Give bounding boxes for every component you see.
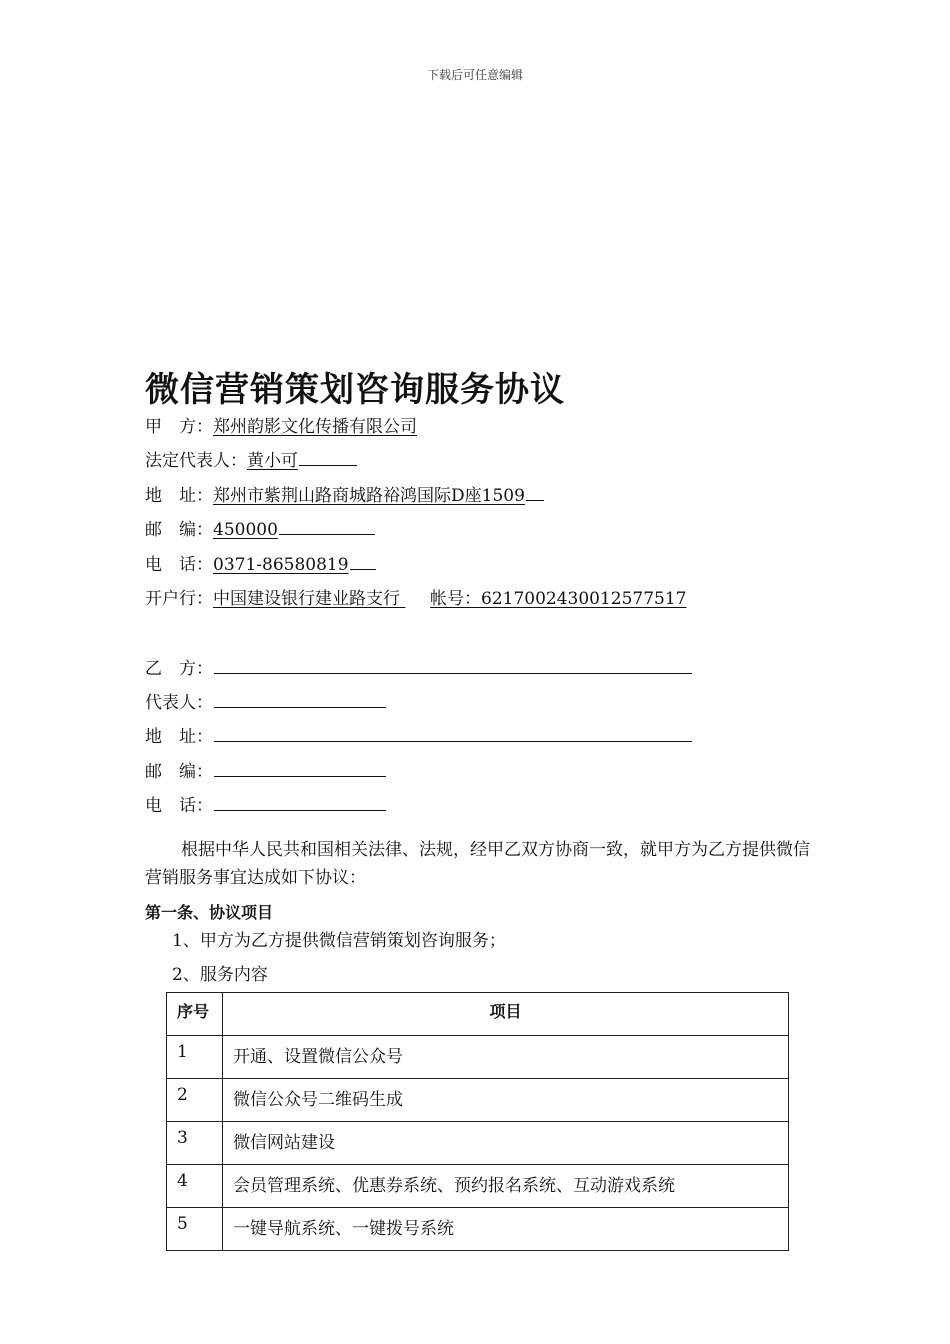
table-row <box>167 1036 789 1079</box>
address-underline <box>526 484 544 501</box>
document-title: 微信营销策划咨询服务协议 <box>145 370 565 410</box>
table-header-row <box>167 993 789 1036</box>
party-a-postcode: 450000 <box>213 520 278 540</box>
party-a-address-line <box>145 481 544 506</box>
table-row <box>167 1079 789 1122</box>
party-a-postcode-label: 邮 编： <box>145 520 213 540</box>
postcode-underline <box>279 518 375 535</box>
party-b-postcode-line <box>145 757 386 782</box>
party-a-account-label: 帐号： <box>430 589 481 609</box>
row-item: 微信网站建设 <box>223 1122 789 1165</box>
party-a-bank-line <box>145 584 687 609</box>
party-a-bank: 中国建设银行建业路支行 <box>213 589 400 609</box>
row-no: 3 <box>167 1122 223 1165</box>
rep-underline <box>299 449 357 466</box>
header-no: 序号 <box>167 993 223 1036</box>
party-a-phone: 0371-86580819 <box>213 555 349 575</box>
row-item: 开通、设置微信公众号 <box>223 1036 789 1079</box>
party-a-name-label: 甲 方： <box>145 417 213 437</box>
row-no: 4 <box>167 1165 223 1208</box>
article1-item1: 1、甲方为乙方提供微信营销策划咨询服务； <box>172 931 506 951</box>
party-a-rep-line <box>145 446 357 471</box>
party-b-postcode-label: 邮 编： <box>145 762 213 782</box>
row-no: 5 <box>167 1208 223 1251</box>
party-b-phone-label: 电 话： <box>145 796 213 816</box>
party-a-address-label: 地 址： <box>145 486 213 506</box>
intro-paragraph: 根据中华人民共和国相关法律、法规，经甲乙双方协商一致，就甲方为乙方提供微信营销服务事宜达成如下协议： <box>145 840 810 888</box>
header-note: 下载后可任意编辑 <box>426 68 523 82</box>
article1-item2: 2、服务内容 <box>172 965 268 985</box>
party-a-name: 郑州韵影文化传播有限公司 <box>213 417 417 437</box>
table-row <box>167 1208 789 1251</box>
party-b-name-line <box>145 654 692 679</box>
bank-gap <box>400 589 430 609</box>
party-b-name-label: 乙 方： <box>145 659 213 679</box>
service-table <box>166 992 789 1251</box>
row-item: 一键导航系统、一键拨号系统 <box>223 1208 789 1251</box>
party-a-name-line <box>145 412 417 437</box>
article1-title: 第一条、协议项目 <box>145 903 274 922</box>
table-row <box>167 1122 789 1165</box>
party-b-address-line <box>145 722 692 747</box>
party-b-rep-label: 代表人： <box>145 693 213 713</box>
party-a-account: 6217002430012577517 <box>481 589 687 609</box>
header-item: 项目 <box>223 993 789 1036</box>
row-item: 会员管理系统、优惠券系统、预约报名系统、互动游戏系统 <box>223 1165 789 1208</box>
party-b-address-blank <box>214 725 692 742</box>
party-b-phone-line <box>145 791 386 816</box>
party-b-postcode-blank <box>214 760 386 777</box>
party-b-phone-blank <box>214 794 386 811</box>
party-a-rep-label: 法定代表人： <box>145 451 247 471</box>
table-row <box>167 1165 789 1208</box>
party-a-phone-label: 电 话： <box>145 555 213 575</box>
party-b-name-blank <box>214 657 692 674</box>
party-a-phone-line <box>145 550 376 575</box>
party-b-rep-line <box>145 688 386 713</box>
party-b-address-label: 地 址： <box>145 727 213 747</box>
party-a-address: 郑州市紫荆山路商城路裕鸿国际D座1509 <box>213 486 525 506</box>
phone-underline <box>350 553 376 570</box>
party-a-bank-label: 开户行： <box>145 589 213 609</box>
row-no: 2 <box>167 1079 223 1122</box>
row-item: 微信公众号二维码生成 <box>223 1079 789 1122</box>
row-no: 1 <box>167 1036 223 1079</box>
party-b-rep-blank <box>214 691 386 708</box>
party-a-postcode-line <box>145 515 375 540</box>
party-a-rep: 黄小可 <box>247 451 298 471</box>
